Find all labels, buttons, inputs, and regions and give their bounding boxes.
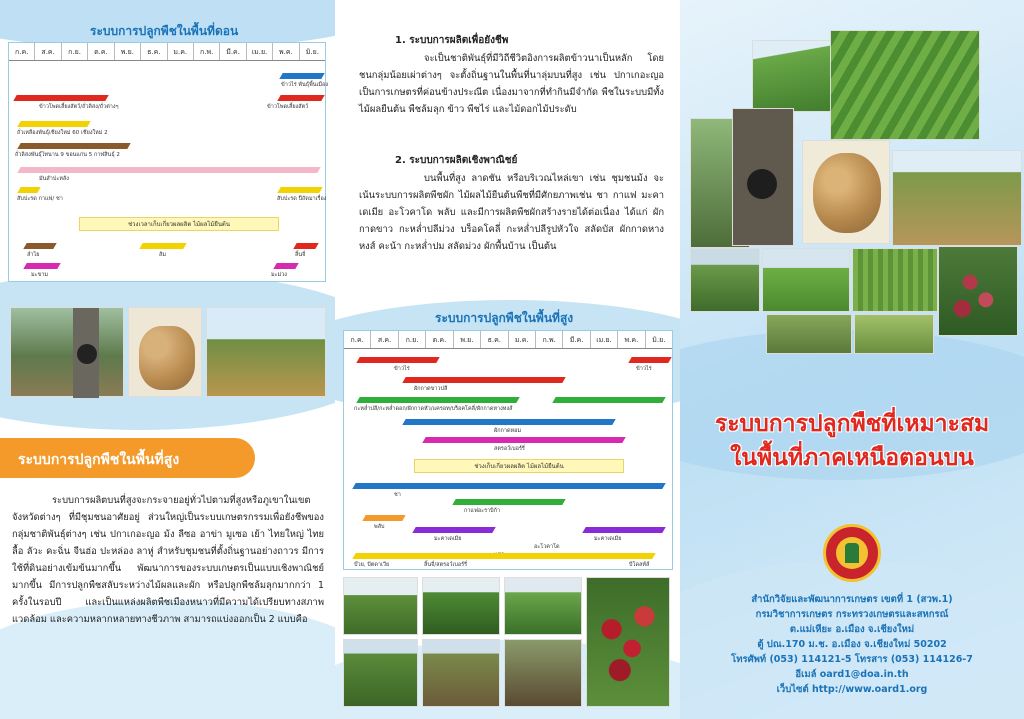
month-label: พ.ย. xyxy=(454,331,481,348)
highland-section-banner xyxy=(0,438,255,478)
highland-body-text: ระบบการผลิตบนที่สูงจะกระจายอยู่ทั่วไปตามที่สูงหรือภูเขาในเขตจังหวัดต่างๆ ที่มีชุมชนอาศัยอยู่ ส่วนใหญ่เป็นระบบเกษตรกรรมเพื่อยังชีพของกลุ่มชาติพันธุ์ต่างๆ เช่น ปกาเกอะญอ ม้ง ลีซอ อาข่า มูเซอ เย้า ไทยใหญ่ ไทยลื้อ ลัวะ คะฉิ่น จีนฮ่อ ปะหล่อง ลาหู่ สำหรับชุมชนที่ตั้งถิ่นฐานอย่างถาวร มีการใช้ที่ดินอย่างเข้มข้นมากขึ้น พัฒนาการของระบบเกษตรเป็นแบบเชิงพาณิชย์มากขึ้น มีการปลูกพืชสลับระหว่างไม้ผลและผัก หรือปลูกพืชล้มลุกมากกว่า 1 ครั้งในรอบปี และเป็นแหล่งผลิตพืชเมืองหนาวที่มีความได้เปรียบทางสภาพแวดล้อม และความหลากหลายทางชีวภาพ สามารถแบ่งออกเป็น 2 แบบคือ xyxy=(12,495,324,625)
schedule-bar xyxy=(628,357,671,363)
org-phone: โทรศัพท์ (053) 114121-5 โทรสาร (053) 114126-7 xyxy=(731,654,973,665)
month-label: ม.ค. xyxy=(509,331,536,348)
harvest-note: ช่วงเก็บเกี่ยวผลผลิต ไม้ผลไม้ยืนต้น xyxy=(414,459,624,473)
cabbage-field-photo xyxy=(343,639,418,707)
schedule-bar xyxy=(23,263,60,269)
hillside-crop-photo xyxy=(422,639,500,707)
lowland-schedule-title: ระบบการปลูกพืชในพื้นที่ดอน xyxy=(90,24,239,38)
schedule-bar xyxy=(13,95,108,101)
month-label: ก.ค. xyxy=(9,43,35,60)
highland-schedule-chart xyxy=(343,330,673,570)
month-label: ต.ค. xyxy=(88,43,114,60)
bar-label: ข้าวไร่ xyxy=(394,366,410,372)
schedule-bar xyxy=(402,419,615,425)
month-label: ก.พ. xyxy=(194,43,220,60)
month-label: มี.ค. xyxy=(220,43,246,60)
commercial-text: บนพื้นที่สูง ลาดชัน หรือบริเวณไหล่เขา เช่น ชุมชนม้ง จะเน้นระบบการผลิตพืชผัก ไม้ผลไม้ยืนต้นพืชที่มีศักยภาพเช่น ชา กาแฟ มะคาเดเมีย อะโวคาโด พลับ และมีการผลิตพืชผักสร้างรายได้ต่อเนื่อง ได้แก่ ผักกาดขาว กะหล่ำปลีม่วง บร็อคโคลี่ กะหล่ำปลีรูปหัวใจ สลัดบัส ผักกาดหางหงส์ คะน้า กะหล่ำปม สลัดม่วง ผักพื้นบ้าน เป็นต้น xyxy=(359,173,664,252)
corn-field-photo xyxy=(852,248,938,312)
longan-cluster-photo xyxy=(802,140,890,244)
month-label: พ.ค. xyxy=(273,43,299,60)
schedule-bar xyxy=(422,437,625,443)
bar-label: กะหล่ำปลี/กะหล่ำดอก/ผักกาดหัว/แครอท/บร็อคโคลี่/ผักกาดหางหงส์ xyxy=(354,406,513,412)
month-label: ก.ย. xyxy=(62,43,88,60)
month-label: ก.ย. xyxy=(399,331,426,348)
hillside-field-photo xyxy=(206,307,326,397)
cover-title-line1: ระบบการปลูกพืชที่เหมาะสม xyxy=(714,411,990,437)
schedule-bar xyxy=(277,187,322,193)
highland-schedule-title: ระบบการปลูกพืชในพื้นที่สูง xyxy=(435,311,574,325)
grass-field-photo xyxy=(762,248,850,312)
subsistence-title: 1. ระบบการผลิตเพื่อยังชีพ xyxy=(395,35,509,46)
bar-label: สับปะรด ปีถัดมาเรื่อง xyxy=(277,196,327,202)
schedule-bar xyxy=(402,377,565,383)
bar-label: สตรอว์เบอร์รี่ xyxy=(494,446,525,452)
bar-label: บ๊วย, บีตดาเวีย xyxy=(354,562,390,568)
coffee-photo xyxy=(938,246,1018,336)
schedule-bar xyxy=(362,515,405,521)
left-panel xyxy=(0,0,335,719)
bar-label: มะคาเดเมีย xyxy=(434,536,462,542)
schedule-bar xyxy=(582,527,665,533)
bar-label: มะม่วง xyxy=(271,272,287,278)
bar-label: สับปะรด กาแฟ/ ชา xyxy=(17,196,63,202)
organization-contact xyxy=(680,592,1024,697)
org-address: ต.แม่เหียะ อ.เมือง จ.เชียงใหม่ xyxy=(789,624,915,635)
vegetable-field-photo xyxy=(343,577,418,635)
schedule-bar xyxy=(277,95,324,101)
month-label: ส.ค. xyxy=(35,43,61,60)
org-name: สำนักวิจัยและพัฒนาการเกษตร เขตที่ 1 (สวพ.1) xyxy=(751,594,953,605)
subsistence-text: จะเป็นชาติพันธุ์ที่มีวิถีชีวิตอิงการผลิตข้าวนาเป็นหลัก โดยชนกลุ่มน้อยเผ่าต่างๆ จะตั้งถิ่นฐานในพื้นที่นาลุ่มบนที่สูง เช่น ปกาเกอะญอ เป็นการเกษตรที่ค่อนข้างประณีต เนื่องมาจากที่ทำกินมีจำกัด พืชในระบบมีทั้งไม้ผลยืนต้น พืชล้มลุก ข้าว พืชไร่ และไม้ดอกไม้ประดับ xyxy=(359,53,664,115)
schedule-bar xyxy=(452,499,565,505)
bar-label: ลิ้นจี่ xyxy=(295,252,306,258)
month-header xyxy=(9,43,325,61)
orchard-photo xyxy=(504,639,582,707)
highland-banner-title: ระบบการปลูกพืชในพื้นที่สูง xyxy=(18,452,180,468)
schedule-bar xyxy=(356,397,519,403)
org-email[interactable]: อีเมล์ oard1@doa.in.th xyxy=(795,669,909,680)
schedule-bar xyxy=(139,243,186,249)
commercial-title: 2. ระบบการผลิตเชิงพาณิชย์ xyxy=(395,155,518,166)
bar-label: ผักกาดขาวปลี xyxy=(414,386,448,392)
schedule-bar xyxy=(279,73,324,79)
bar-label: ข้าวไร่ พันธุ์พื้นเมือง xyxy=(281,82,329,88)
schedule-bar xyxy=(412,527,495,533)
month-label: ธ.ค. xyxy=(141,43,167,60)
bar-label: ถั่วเหลืองพันธุ์เชียงใหม่ 60 เชียงใหม่ 2 xyxy=(17,130,108,136)
bar-label: ส้ม xyxy=(159,252,166,258)
lowland-schedule-chart xyxy=(8,42,329,282)
bar-label: ผักกาดหอม xyxy=(494,428,522,434)
bar-label: ข้าวโพดเลี้ยงสัตว์ xyxy=(267,104,309,110)
schedule-bar xyxy=(17,187,40,193)
rubber-trunk-photo xyxy=(732,108,794,246)
schedule-bar xyxy=(356,357,439,363)
month-label: ต.ค. xyxy=(426,331,453,348)
month-label: เม.ย. xyxy=(247,43,273,60)
middle-panel xyxy=(335,0,680,719)
month-label: พ.ค. xyxy=(618,331,645,348)
schedule-bar xyxy=(17,167,320,173)
bar-label: ถั่วลิสงพันธุ์ไทนาน 9 ขอนแก่น 5 กาฬสินธุ์ 2 xyxy=(15,152,120,158)
crop-strip-photo xyxy=(854,314,934,354)
schedule-bar xyxy=(17,143,130,149)
bar-label: ข้าวโพดเลี้ยงสัตว์/ถั่วลิสง/ถั่วต่างๆ xyxy=(39,104,119,110)
bar-label: ชา xyxy=(394,492,401,498)
schedule-bar xyxy=(352,483,665,489)
schedule-bar xyxy=(273,263,298,269)
schedule-bar xyxy=(293,243,318,249)
harvest-note: ช่วงเวลาเก็บเกี่ยวผลผลิต ไม้ผลไม้ยืนต้น xyxy=(79,217,279,231)
cover-panel xyxy=(680,0,1024,719)
month-label: ก.ค. xyxy=(344,331,371,348)
longan-photo xyxy=(128,307,202,397)
month-label: มี.ค. xyxy=(563,331,590,348)
schedule-bar xyxy=(352,553,655,559)
bar-label: ข้าวไร่ xyxy=(636,366,652,372)
rubber-tree-photo xyxy=(10,307,124,397)
bar-label: ลิ้นจี่/สตรอว์เบอร์รี่ xyxy=(424,562,468,568)
valley-photo xyxy=(690,248,760,312)
bar-label: บีโดลท์ส์ xyxy=(629,562,650,568)
schedule-bar xyxy=(23,243,56,249)
org-website[interactable]: เว็บไซต์ http://www.oard1.org xyxy=(776,684,928,695)
month-label: ธ.ค. xyxy=(481,331,508,348)
org-pobox: ตู้ ปณ.170 ม.ช. อ.เมือง จ.เชียงใหม่ 50202 xyxy=(757,639,947,650)
month-label: เม.ย. xyxy=(591,331,618,348)
crop-rows-photo xyxy=(830,30,980,140)
bar-label: กาแฟอะราบิก้า xyxy=(464,508,501,514)
schedule-bar xyxy=(552,397,665,403)
month-label: ส.ค. xyxy=(371,331,398,348)
cover-title-line2: ในพื้นที่ภาคเหนือตอนบน xyxy=(730,445,974,471)
coffee-cherry-photo xyxy=(586,577,670,707)
month-header xyxy=(344,331,672,349)
month-label: ม.ค. xyxy=(168,43,194,60)
bar-label: มันสำปะหลัง xyxy=(39,176,69,182)
department-emblem-logo xyxy=(823,524,881,582)
month-label: มิ.ย. xyxy=(652,336,666,344)
dry-field-photo xyxy=(892,150,1022,246)
mountain-field-photo xyxy=(504,577,582,635)
org-department: กรมวิชาการเกษตร กระทรวงเกษตรและสหกรณ์ xyxy=(755,609,949,620)
bar-label: พลับ xyxy=(374,524,385,530)
bar-label: ลำไย xyxy=(27,252,40,258)
bar-label: มะคาเดเมีย xyxy=(594,536,622,542)
month-label: ก.พ. xyxy=(536,331,563,348)
bar-label: อะโวคาโด xyxy=(534,544,560,550)
bar-label: มะขาม xyxy=(31,272,49,278)
month-label: มิ.ย. xyxy=(305,48,319,56)
schedule-bar xyxy=(17,121,90,127)
field-strip-photo xyxy=(766,314,852,354)
month-label: พ.ย. xyxy=(115,43,141,60)
crop-field-photo xyxy=(422,577,500,635)
